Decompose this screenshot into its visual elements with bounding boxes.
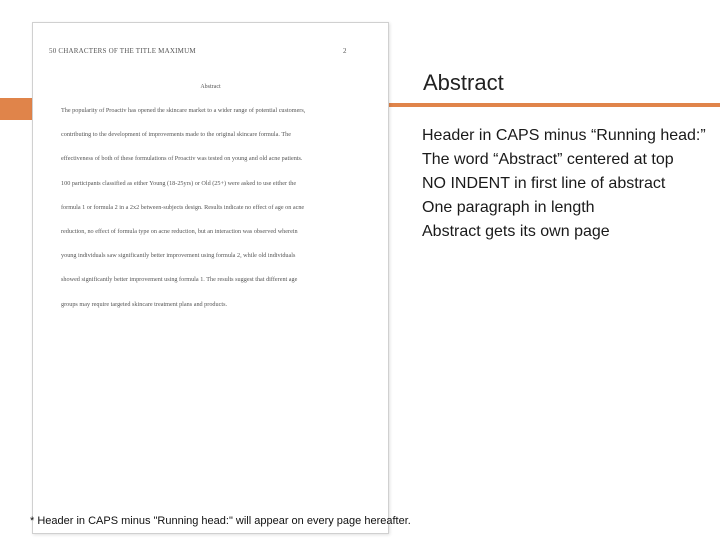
abstract-heading: Abstract xyxy=(200,84,221,90)
accent-divider-line xyxy=(385,103,720,107)
abstract-line: contributing to the development of improvements made to the original skincare formula. The xyxy=(61,131,291,139)
page-number: 2 xyxy=(343,47,347,55)
bullet-item: NO INDENT in first line of abstract xyxy=(422,175,666,192)
abstract-line: reduction, no effect of formula type on acne reduction, but an interaction was observed wherein xyxy=(61,228,298,236)
abstract-body xyxy=(61,99,376,317)
bullet-item: One paragraph in length xyxy=(422,199,595,216)
abstract-line: 100 participants classified as either Young (18-25yrs) or Old (25+) were asked to use either the xyxy=(61,179,297,187)
abstract-line: effectiveness of both of these formulations of Proactiv was tested on young and old acne patients. xyxy=(61,155,303,163)
abstract-line: The popularity of Proactiv has opened the skincare market to a wider range of potential customers, xyxy=(61,107,306,114)
bullet-list xyxy=(422,124,720,244)
bullet-item: Header in CAPS minus “Running head:” xyxy=(422,127,706,144)
abstract-line: formula 1 or formula 2 in a 2x2 between-subjects design. Results indicate no effect of age on acne xyxy=(61,203,305,211)
slide-title: Abstract xyxy=(423,70,504,95)
abstract-line: groups may require targeted skincare treatment plans and products. xyxy=(61,300,228,308)
abstract-line: showed significantly better improvement using formula 1. The results suggest that different age xyxy=(61,276,298,284)
document-page-thumbnail xyxy=(32,22,389,534)
abstract-line: young individuals saw significantly better improvement using formula 2, while old individuals xyxy=(61,252,296,260)
running-head: 50 CHARACTERS OF THE TITLE MAXIMUM xyxy=(49,47,196,55)
bullet-item: The word “Abstract” centered at top xyxy=(422,151,674,168)
bullet-item: Abstract gets its own page xyxy=(422,223,610,240)
footnote: * Header in CAPS minus "Running head:" will appear on every page hereafter. xyxy=(30,515,411,527)
accent-bar-left xyxy=(0,98,32,120)
